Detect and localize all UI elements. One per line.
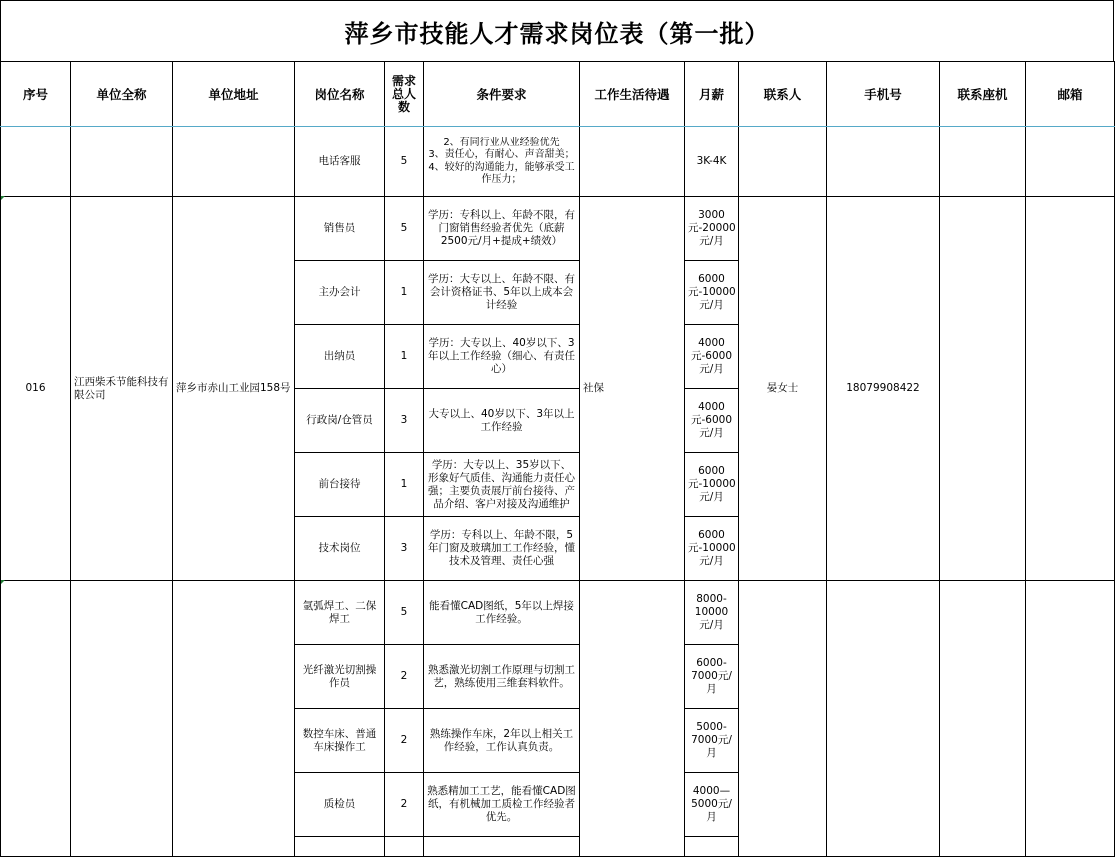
- cell-requirements[interactable]: 能看懂CAD图纸，5年以上焊接工作经验。: [424, 581, 580, 645]
- cell-requirements[interactable]: 熟悉激光切割工作原理与切割工艺，熟练使用三维套料软件。: [424, 645, 580, 709]
- header-contact[interactable]: 联系人: [739, 62, 827, 127]
- cell-requirements[interactable]: 大专以上、40岁以下、3年以上工作经验: [424, 389, 580, 453]
- cell-salary[interactable]: 8000-10000元/月: [685, 581, 739, 645]
- header-mobile[interactable]: 手机号: [827, 62, 940, 127]
- cell-position[interactable]: 技术岗位: [295, 517, 385, 581]
- cell-count[interactable]: 2: [385, 709, 424, 773]
- cell-company[interactable]: [71, 581, 173, 857]
- cell-requirements[interactable]: 2、有同行业从业经验优先 3、责任心，有耐心、声音甜美； 4、较好的沟通能力，能够承受工作压力；: [424, 127, 580, 197]
- cell-count[interactable]: 5: [385, 581, 424, 645]
- sheet-title: 萍乡市技能人才需求岗位表（第一批）: [0, 0, 1114, 62]
- job-table: [0, 61, 1115, 857]
- cell-count[interactable]: 2: [385, 773, 424, 837]
- cell-mobile[interactable]: [827, 127, 940, 197]
- cell-requirements[interactable]: 学历：专科以上、年龄不限，有门窗销售经验者优先（底薪2500元/月+提成+绩效）: [424, 197, 580, 261]
- cell-salary[interactable]: 6000元-10000元/月: [685, 261, 739, 325]
- cell-benefits[interactable]: 社保: [580, 197, 685, 581]
- cell-email[interactable]: [1026, 197, 1115, 581]
- cell-salary[interactable]: 6000元-10000元/月: [685, 517, 739, 581]
- header-position[interactable]: 岗位名称: [295, 62, 385, 127]
- table-row: [1, 197, 1115, 261]
- cell-position[interactable]: 主办会计: [295, 261, 385, 325]
- cell-salary[interactable]: 3K-4K: [685, 127, 739, 197]
- cell-company[interactable]: 江西柴禾节能科技有限公司: [71, 197, 173, 581]
- cell-requirements[interactable]: 学历：大专以上、年龄不限、有会计资格证书、5年以上成本会计经验: [424, 261, 580, 325]
- table-row: [1, 127, 1115, 197]
- cell-count[interactable]: 1: [385, 325, 424, 389]
- cell-phone[interactable]: [940, 127, 1026, 197]
- cell-position[interactable]: 行政岗/仓管员: [295, 389, 385, 453]
- cell-address[interactable]: 萍乡市赤山工业园158号: [173, 197, 295, 581]
- cell-comment-marker: [1, 580, 5, 584]
- cell-company[interactable]: [71, 127, 173, 197]
- cell-comment-marker: [1, 196, 5, 200]
- cell-contact[interactable]: [739, 581, 827, 857]
- cell-contact[interactable]: 晏女士: [739, 197, 827, 581]
- cell-phone[interactable]: [940, 197, 1026, 581]
- cell-salary[interactable]: 5000-7000元/月: [685, 709, 739, 773]
- cell-mobile[interactable]: [827, 581, 940, 857]
- cell-position[interactable]: [295, 837, 385, 857]
- cell-salary[interactable]: 4000元-6000元/月: [685, 325, 739, 389]
- cell-salary[interactable]: [685, 837, 739, 857]
- cell-contact[interactable]: [739, 127, 827, 197]
- cell-benefits[interactable]: [580, 581, 685, 857]
- cell-seq[interactable]: [1, 581, 71, 857]
- header-count[interactable]: 需求总人数: [385, 62, 424, 127]
- cell-position[interactable]: 氩弧焊工、二保焊工: [295, 581, 385, 645]
- cell-position[interactable]: 光纤激光切割操作员: [295, 645, 385, 709]
- cell-requirements[interactable]: 学历：大专以上、35岁以下、形象好气质佳、沟通能力责任心强；主要负责展厅前台接待、产品介绍、客户对接及沟通维护: [424, 453, 580, 517]
- cell-count[interactable]: 3: [385, 389, 424, 453]
- cell-benefits[interactable]: [580, 127, 685, 197]
- cell-count[interactable]: 3: [385, 517, 424, 581]
- cell-email[interactable]: [1026, 581, 1115, 857]
- cell-position[interactable]: 前台接待: [295, 453, 385, 517]
- cell-requirements[interactable]: 学历：专科以上、年龄不限，5年门窗及玻璃加工工作经验，懂技术及管理、责任心强: [424, 517, 580, 581]
- header-address[interactable]: 单位地址: [173, 62, 295, 127]
- cell-count[interactable]: 5: [385, 197, 424, 261]
- cell-position[interactable]: 数控车床、普通车床操作工: [295, 709, 385, 773]
- cell-position[interactable]: 电话客服: [295, 127, 385, 197]
- cell-count[interactable]: 2: [385, 645, 424, 709]
- header-email[interactable]: 邮箱: [1026, 62, 1115, 127]
- table-row: [1, 581, 1115, 645]
- header-row: [1, 62, 1115, 127]
- cell-salary[interactable]: 4000元-6000元/月: [685, 389, 739, 453]
- header-phone[interactable]: 联系座机: [940, 62, 1026, 127]
- cell-position[interactable]: 销售员: [295, 197, 385, 261]
- header-salary[interactable]: 月薪: [685, 62, 739, 127]
- cell-position[interactable]: 出纳员: [295, 325, 385, 389]
- header-requirements[interactable]: 条件要求: [424, 62, 580, 127]
- cell-requirements[interactable]: 熟练操作车床，2年以上相关工作经验，工作认真负责。: [424, 709, 580, 773]
- cell-salary[interactable]: 3000元-20000元/月: [685, 197, 739, 261]
- cell-requirements[interactable]: [424, 837, 580, 857]
- cell-requirements[interactable]: 熟悉精加工工艺，能看懂CAD图纸，有机械加工质检工作经验者优先。: [424, 773, 580, 837]
- cell-salary[interactable]: 4000—5000元/月: [685, 773, 739, 837]
- cell-count[interactable]: [385, 837, 424, 857]
- cell-count[interactable]: 5: [385, 127, 424, 197]
- cell-address[interactable]: [173, 127, 295, 197]
- header-company[interactable]: 单位全称: [71, 62, 173, 127]
- cell-mobile[interactable]: 18079908422: [827, 197, 940, 581]
- header-seq[interactable]: 序号: [1, 62, 71, 127]
- cell-count[interactable]: 1: [385, 261, 424, 325]
- cell-address[interactable]: [173, 581, 295, 857]
- header-benefits[interactable]: 工作生活待遇: [580, 62, 685, 127]
- cell-count[interactable]: 1: [385, 453, 424, 517]
- cell-seq[interactable]: [1, 127, 71, 197]
- cell-salary[interactable]: 6000元-10000元/月: [685, 453, 739, 517]
- cell-phone[interactable]: [940, 581, 1026, 857]
- cell-salary[interactable]: 6000-7000元/月: [685, 645, 739, 709]
- cell-requirements[interactable]: 学历：大专以上、40岁以下、3年以上工作经验（细心、有责任心）: [424, 325, 580, 389]
- cell-email[interactable]: [1026, 127, 1115, 197]
- cell-seq[interactable]: 016: [1, 197, 71, 581]
- cell-position[interactable]: 质检员: [295, 773, 385, 837]
